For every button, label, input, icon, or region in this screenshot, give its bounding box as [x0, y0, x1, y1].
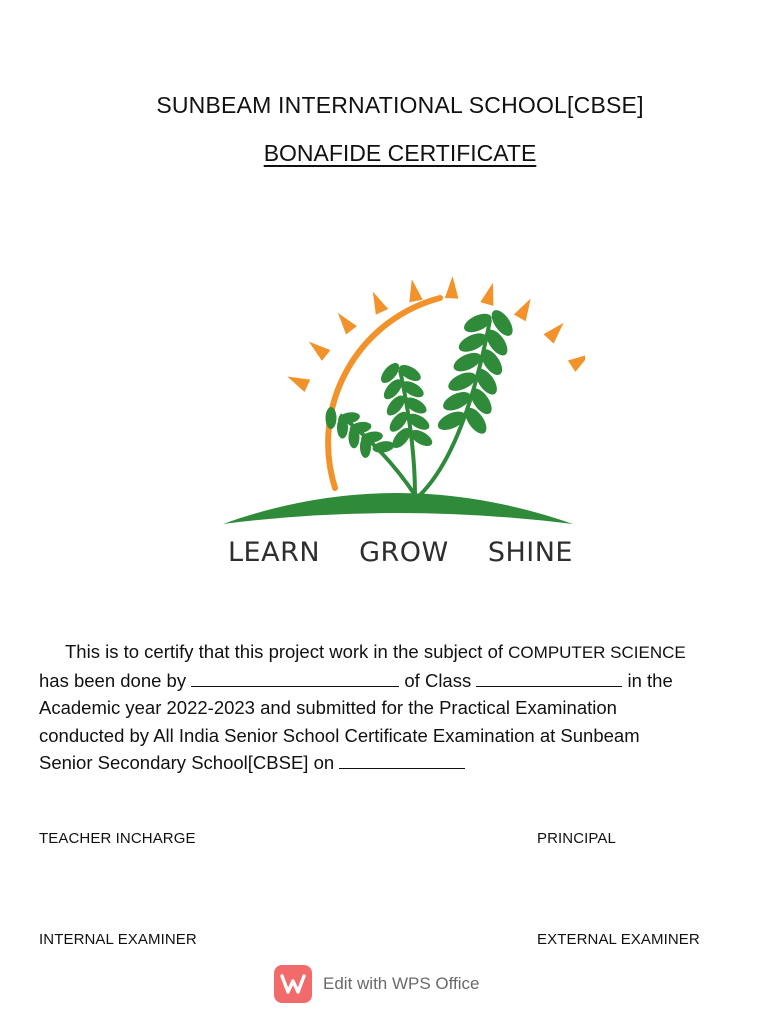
school-name: SUNBEAM INTERNATIONAL SCHOOL[CBSE] [156, 92, 644, 118]
wheat-leaf-icon [348, 426, 359, 448]
conducted-by-label: conducted by [39, 724, 150, 746]
class-blank [476, 671, 622, 687]
wheat-plant-icon [326, 307, 517, 495]
sun-ray-icon [445, 276, 459, 298]
body-intro: This is to certify that this project work in the subject of [65, 641, 504, 662]
principal-label: PRINCIPAL [537, 830, 616, 847]
at-label: at [539, 724, 556, 746]
academic-year: 2022-2023 [166, 697, 255, 718]
subject-name: COMPUTER SCIENCE [508, 643, 686, 662]
submitted-text: and submitted for the Practical Examination [260, 697, 617, 718]
external-examiner-label: EXTERNAL EXAMINER [537, 931, 700, 948]
wheat-leaf-icon [360, 436, 371, 458]
wheat-leaf-icon [337, 417, 348, 439]
date-blank [339, 753, 465, 769]
motto-word: GROW [359, 537, 449, 568]
sun-ray-icon [409, 279, 422, 302]
motto-word: SHINE [487, 537, 573, 568]
done-by-label: has been done by [39, 669, 187, 691]
sun-ray-icon [544, 323, 564, 344]
sun-ray-icon [338, 313, 357, 335]
wps-edit-link[interactable] [274, 965, 480, 1003]
school-line-a: Sunbeam [560, 724, 640, 746]
class-label: of Class [404, 669, 472, 691]
sun-ray-icon [514, 299, 531, 322]
student-name-blank [191, 671, 399, 687]
on-label: on [313, 752, 335, 773]
teacher-incharge-label: TEACHER INCHARGE [39, 830, 196, 847]
certificate-title-text: BONAFIDE CERTIFICATE [263, 140, 537, 166]
sun-ray-icon [568, 354, 585, 372]
sun-ray-icon [480, 283, 493, 306]
wheat-leaf-icon [435, 408, 468, 434]
motto-word: LEARN [228, 537, 321, 568]
exam-name: All India Senior School Certificate Examination [153, 724, 535, 746]
certificate-body [39, 638, 739, 777]
wps-edit-text: Edit with WPS Office [323, 974, 480, 993]
school-logo [215, 250, 585, 540]
academic-year-label: Academic year [39, 697, 162, 718]
sun-ray-icon [287, 376, 310, 392]
in-the-label: in the [627, 669, 673, 691]
internal-examiner-label: INTERNAL EXAMINER [39, 931, 197, 948]
sun-ray-icon [373, 292, 388, 315]
wps-office-icon [274, 965, 312, 1003]
school-line-b: Senior Secondary School[CBSE] [39, 752, 309, 773]
logo-motto [228, 537, 573, 568]
ground-icon [223, 493, 573, 524]
certificate-title [0, 140, 768, 167]
wheat-leaf-icon [326, 407, 337, 429]
sun-ray-icon [309, 342, 331, 361]
sun-icon [287, 276, 585, 488]
